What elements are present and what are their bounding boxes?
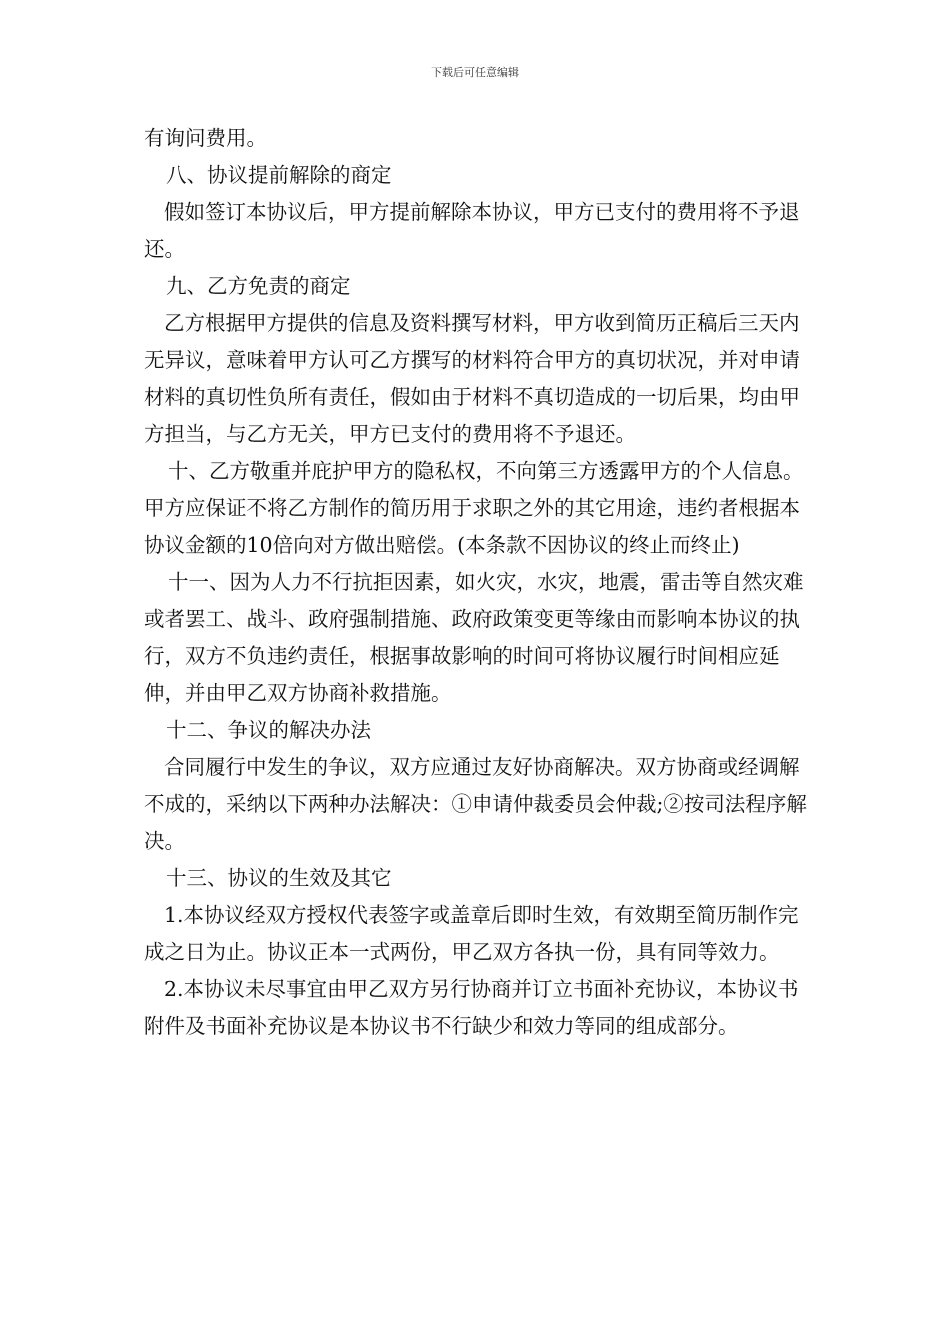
section-heading-8: 八、协议提前解除的商定 <box>166 163 392 187</box>
document-body <box>144 120 808 1045</box>
section-heading-9: 九、乙方免责的商定 <box>166 274 351 298</box>
section-heading-12: 十二、争议的解决办法 <box>166 718 371 742</box>
paragraph-exemption: 乙方根据甲方提供的信息及资料撰写材料，甲方收到简历正稿后三天内无异议，意味着甲方认可乙方撰写的材料符合甲方的真切状况，并对申请材料的真切性负所有责任，假如由于材料不真切造成的一切后果，均由甲方担当，与乙方无关，甲方已支付的费用将不予退还。 <box>144 311 800 446</box>
page-header-note: 下载后可任意编辑 <box>431 66 519 79</box>
paragraph-privacy: 十、乙方敬重并庇护甲方的隐私权，不向第三方透露甲方的个人信息。甲方应保证不将乙方制作的简历用于求职之外的其它用途，违约者根据本协议金额的10倍向对方做出赔偿。(本条款不因协议的终止而终止) <box>144 459 804 557</box>
section-heading-13: 十三、协议的生效及其它 <box>166 866 392 890</box>
paragraph-early-termination: 假如签订本协议后，甲方提前解除本协议，甲方已支付的费用将不予退还。 <box>144 200 800 261</box>
paragraph-supplementary: 2.本协议未尽事宜由甲乙双方另行协商并订立书面补充协议，本协议书附件及书面补充协议是本协议书不行缺少和效力等同的组成部分。 <box>144 977 799 1038</box>
paragraph-effectiveness: 1.本协议经双方授权代表签字或盖章后即时生效，有效期至简历制作完成之日为止。协议正本一式两份，甲乙双方各执一份，具有同等效力。 <box>144 903 799 964</box>
paragraph-dispute-resolution: 合同履行中发生的争议，双方应通过友好协商解决。双方协商或经调解不成的，采纳以下两种办法解决：①申请仲裁委员会仲裁;②按司法程序解决。 <box>144 755 807 853</box>
paragraph-force-majeure: 十一、因为人力不行抗拒因素，如火灾，水灾，地震，雷击等自然灾难或者罢工、战斗、政府强制措施、政府政策变更等缘由而影响本协议的执行，双方不负违约责任，根据事故影响的时间可将协议履行时间相应延伸，并由甲乙双方协商补救措施。 <box>144 570 804 705</box>
paragraph-continuation: 有询问费用。 <box>144 126 267 150</box>
